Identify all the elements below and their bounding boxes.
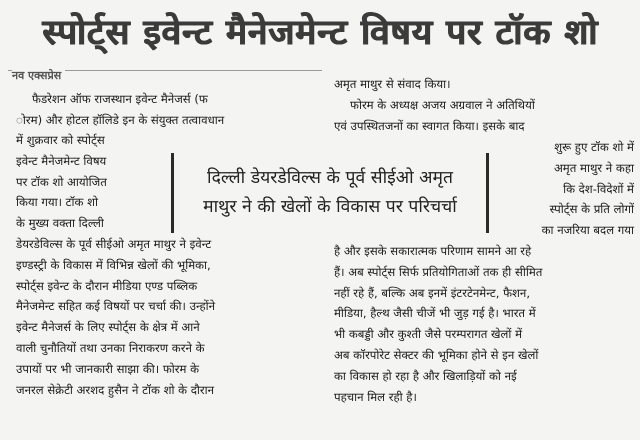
text-line: फैडरेशन ऑफ राजस्थान इवेन्ट मैनेजर्स (फ: [32, 92, 208, 106]
text-line: वाली चुनौतियों तथा उनका निराकरण करने के: [16, 340, 205, 355]
text-line: किया गया। टॉक शो: [16, 195, 98, 210]
text-line: में शुक्रवार को स्पोर्ट्स: [16, 133, 105, 147]
left-column-bottom: [16, 234, 328, 400]
text-line: एवं उपस्थितजनों का स्वागत किया। इसके बाद: [334, 118, 525, 133]
pull-quote: [171, 153, 489, 233]
text-line: अमृत माथुर ने कहा: [553, 160, 634, 175]
right-column-bottom: [334, 241, 634, 407]
text-line: इण्डस्ट्री के विकास में विभिन्न खेलों की भूमिका,: [16, 257, 211, 272]
text-line: डेयरडेविल्स के पूर्व सीईओ अमृत माथुर ने इवेन्ट: [16, 237, 212, 251]
text-line: अब कॉरपोरेट सेक्टर की भूमिका होने से इन खेलों: [334, 347, 539, 362]
pull-quote-line: दिल्ली डेयरडेविल्स के पूर्व सीईओ अमृत: [207, 168, 453, 188]
text-line: नहीं रहे हैं, बल्कि अब इनमें इंटरटेनमेन्ट, फैशन,: [334, 285, 531, 300]
text-line: का विकास हो रहा है और खिलाड़ियों को नई: [334, 368, 517, 383]
text-line: इवेन्ट मैनेजर्स के लिए स्पोर्ट्स के क्षेत्र में आने: [16, 320, 200, 335]
text-line: ोरम) और होटल हॉलिडे इन के संयुक्त तत्वावधान: [16, 112, 225, 127]
text-line: के मुख्य वक्ता दिल्ली: [16, 216, 104, 231]
text-line: मीडिया, हैल्थ जैसी चीजें भी जुड़ गई है। भारत में: [334, 306, 536, 321]
text-line: पर टॉक शो आयोजित: [16, 174, 107, 189]
headline: स्पोर्ट्स इवेन्ट मैनेजमेन्ट विषय पर टॉक शो: [42, 13, 598, 53]
text-line: है और इसके सकारात्मक परिणाम सामने आ रहे: [334, 244, 532, 258]
text-line: हैं। अब स्पोर्ट्स सिर्फ प्रतियोगिताओं तक ही सीमित: [334, 264, 543, 279]
right-column-narrow: [484, 137, 634, 241]
text-line: पहचान मिल रही है।: [334, 389, 417, 404]
text-line: अमृत माथुर से संवाद किया।: [334, 77, 451, 91]
text-line: उपायों पर भी जानकारी साझा की। फोरम के: [16, 361, 200, 376]
left-column-top: [16, 89, 316, 131]
text-line: जनरल सेक्रेटी अरशद हुसैन ने टॉक शो के दौरान: [16, 382, 215, 397]
text-line: स्पोर्ट्स के प्रति लोगों: [549, 202, 634, 217]
text-line: भी कबड्डी और कुश्ती जैसे परम्परागत खेलों में: [334, 327, 523, 342]
text-line: कि देश-विदेशों में: [563, 181, 634, 196]
left-column-narrow: [16, 130, 166, 234]
text-line: का नजरिया बदल गया: [541, 223, 634, 238]
pull-quote-line: माथुर ने की खेलों के विकास पर परिचर्चा: [203, 197, 457, 217]
text-line: स्पोर्ट्स इवेन्ट के दौरान मीडिया एण्ड पब्लिक: [16, 278, 198, 293]
text-line: इवेन्ट मैनेजमेन्ट विषय: [16, 153, 107, 168]
text-line: मैनेजमेन्ट सहित कई विषयों पर चर्चा की। उन्होंने: [16, 299, 216, 314]
text-line: शुरू हुए टॉक शो में: [554, 140, 634, 154]
text-line: फोरम के अध्यक्ष अजय अग्रवाल ने अतिथियों: [350, 97, 535, 112]
right-column-top: [334, 74, 634, 136]
byline: नव एक्सप्रेस: [12, 68, 65, 83]
